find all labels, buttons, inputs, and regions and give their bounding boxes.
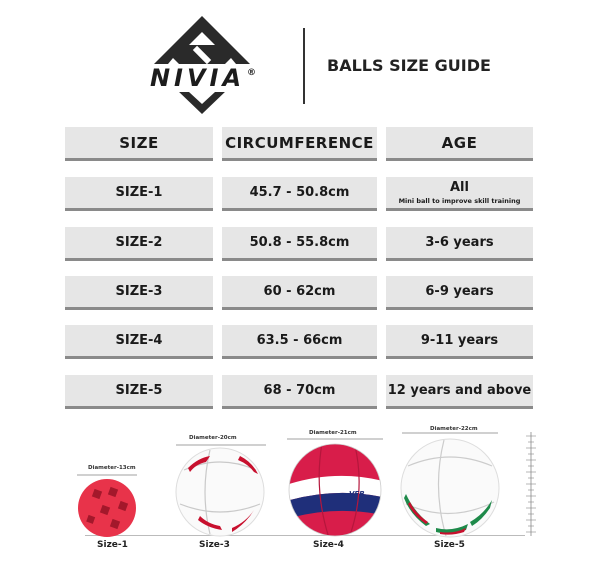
size-1-ball-icon <box>75 474 139 538</box>
ball-brand-text: VFB <box>349 490 365 498</box>
table-cell-circumference: 63.5 - 66cm <box>222 325 377 359</box>
table-cell-age <box>386 177 533 211</box>
table-cell-size: SIZE-3 <box>65 276 213 310</box>
column-header-size: SIZE <box>65 127 213 161</box>
header <box>0 0 600 115</box>
nivia-logo <box>125 14 280 114</box>
age-note: Mini ball to improve skill training <box>398 197 521 205</box>
ball-size-label: Size-1 <box>97 540 128 550</box>
ruler-icon <box>520 432 542 540</box>
table-cell-size: SIZE-2 <box>65 227 213 261</box>
table-cell-age: 9-11 years <box>386 325 533 359</box>
table-cell-age: 12 years and above <box>386 375 533 409</box>
table-cell-age: 6-9 years <box>386 276 533 310</box>
ball-size-illustration <box>0 418 600 570</box>
diameter-label: Diameter-21cm <box>309 430 357 436</box>
header-divider <box>303 28 305 104</box>
ball-size-label: Size-3 <box>199 540 230 550</box>
brand-text: NIVIA <box>149 64 246 92</box>
column-header-circumference: CIRCUMFERENCE <box>222 127 377 161</box>
table-cell-size: SIZE-5 <box>65 375 213 409</box>
table-cell-size: SIZE-4 <box>65 325 213 359</box>
table-cell-circumference: 68 - 70cm <box>222 375 377 409</box>
table-cell-size: SIZE-1 <box>65 177 213 211</box>
table-cell-age: 3-6 years <box>386 227 533 261</box>
size-5-ball-icon <box>396 432 504 540</box>
page-title: BALLS SIZE GUIDE <box>327 56 491 75</box>
size-3-ball-icon <box>170 444 270 538</box>
table-cell-circumference: 45.7 - 50.8cm <box>222 177 377 211</box>
ball-size-label: Size-4 <box>313 540 344 550</box>
diameter-label: Diameter-13cm <box>88 465 136 471</box>
brand-name <box>128 64 278 92</box>
size-4-ball-icon <box>283 438 387 538</box>
column-header-age: AGE <box>386 127 533 161</box>
registered-mark: ® <box>247 68 257 78</box>
table-cell-circumference: 60 - 62cm <box>222 276 377 310</box>
table-cell-circumference: 50.8 - 55.8cm <box>222 227 377 261</box>
diameter-label: Diameter-20cm <box>189 435 237 441</box>
ball-size-label: Size-5 <box>434 540 465 550</box>
age-value: All <box>450 180 469 195</box>
diameter-label: Diameter-22cm <box>430 426 478 432</box>
